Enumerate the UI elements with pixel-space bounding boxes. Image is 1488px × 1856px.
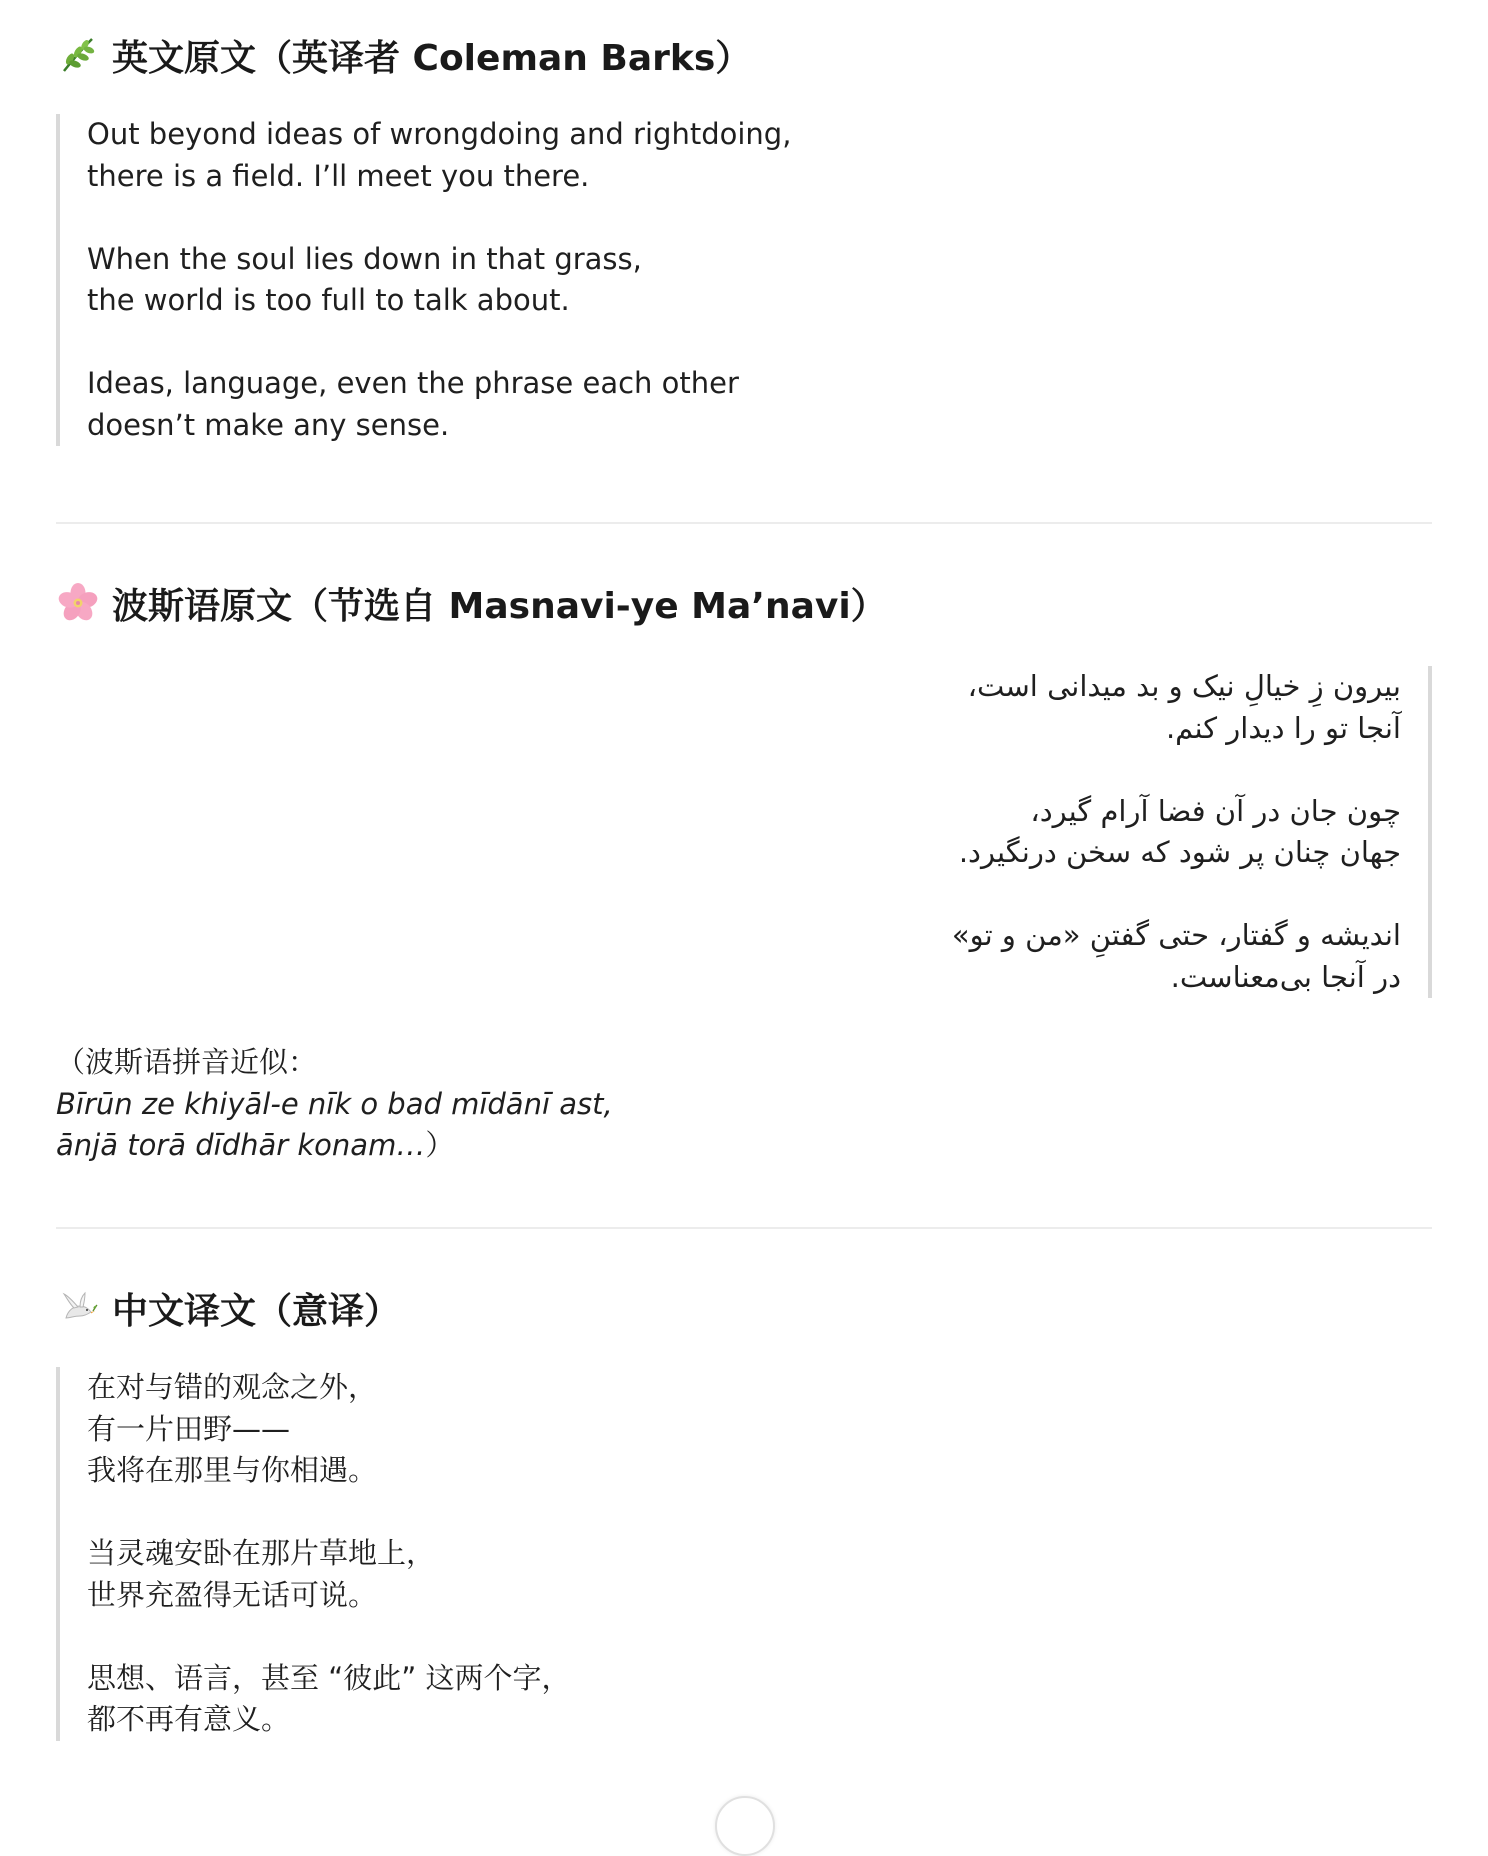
english-line: When the soul lies down in that grass,	[87, 241, 642, 276]
english-line: Out beyond ideas of wrongdoing and rightdoing,	[87, 117, 792, 151]
chinese-section	[56, 1280, 1432, 1336]
chinese-line: 有一片田野——	[87, 1411, 291, 1446]
transliteration-intro: （波斯语拼音近似：	[56, 1045, 318, 1079]
persian-line: چون جان در آن فضا آرام گیرد،	[1030, 793, 1401, 828]
chinese-poem-quote	[56, 1367, 847, 1741]
persian-heading-text: 波斯语原文（节选自 Masnavi-ye Ma’navi）	[112, 585, 887, 627]
section-divider	[56, 1227, 1432, 1229]
english-stanza-2	[87, 239, 847, 322]
persian-line: بیرون زِ خیالِ نیک و بد میدانی است،	[967, 669, 1401, 703]
chinese-line: 我将在那里与你相遇。	[87, 1453, 378, 1487]
english-section	[56, 27, 1432, 83]
transliteration-close: ）	[425, 1128, 455, 1162]
english-line: Ideas, language, even the phrase each other	[87, 366, 739, 400]
persian-transliteration	[56, 1042, 956, 1167]
chinese-line: 当灵魂安卧在那片草地上，	[87, 1536, 436, 1570]
chinese-stanza-3	[87, 1658, 847, 1741]
section-divider	[56, 522, 1432, 524]
transliteration-line: ānjā torā dīdhār konam…	[56, 1128, 426, 1162]
english-line: doesn’t make any sense.	[87, 407, 450, 442]
scroll-to-bottom-button[interactable]	[715, 1796, 775, 1856]
persian-section	[56, 575, 1432, 631]
persian-line: جهان چنان پر شود که سخن درنگیرد.	[958, 835, 1401, 869]
chinese-heading	[56, 1280, 1432, 1336]
english-heading-text: 英文原文（英译者 Coleman Barks）	[112, 37, 752, 79]
english-stanza-1	[87, 114, 847, 197]
english-stanza-3	[87, 363, 847, 446]
chinese-heading-text: 中文译文（意译）	[112, 1290, 401, 1332]
cherry-blossom-icon	[56, 581, 100, 625]
herb-icon	[56, 33, 100, 77]
transliteration-line: Bīrūn ze khiyāl-e nīk o bad mīdānī ast,	[56, 1086, 613, 1121]
english-heading	[56, 27, 1432, 83]
persian-stanza-2	[701, 791, 1401, 874]
transliteration-last-line	[56, 1125, 956, 1167]
chinese-line: 世界充盈得无话可说。	[87, 1577, 378, 1612]
persian-poem-quote	[701, 666, 1432, 998]
chinese-line: 在对与错的观念之外，	[87, 1370, 378, 1404]
chinese-line: 都不再有意义。	[87, 1702, 291, 1736]
persian-stanza-3	[701, 915, 1401, 998]
persian-line: در آنجا بی‌معناست.	[1170, 959, 1401, 994]
chinese-stanza-1	[87, 1367, 847, 1492]
persian-stanza-1	[701, 666, 1401, 749]
persian-line: آنجا تو را دیدار کنم.	[1165, 710, 1401, 745]
persian-line: اندیشه و گفتار، حتی گفتنِ «من و تو»	[951, 918, 1401, 952]
persian-heading	[56, 575, 1432, 631]
chinese-stanza-2	[87, 1533, 847, 1616]
english-poem-quote	[56, 114, 847, 446]
english-line: there is a field. I’ll meet you there.	[87, 158, 590, 193]
english-line: the world is too full to talk about.	[87, 283, 570, 317]
dove-icon	[56, 1286, 100, 1330]
chinese-line: 思想、语言，甚至 “彼此” 这两个字，	[87, 1660, 571, 1695]
